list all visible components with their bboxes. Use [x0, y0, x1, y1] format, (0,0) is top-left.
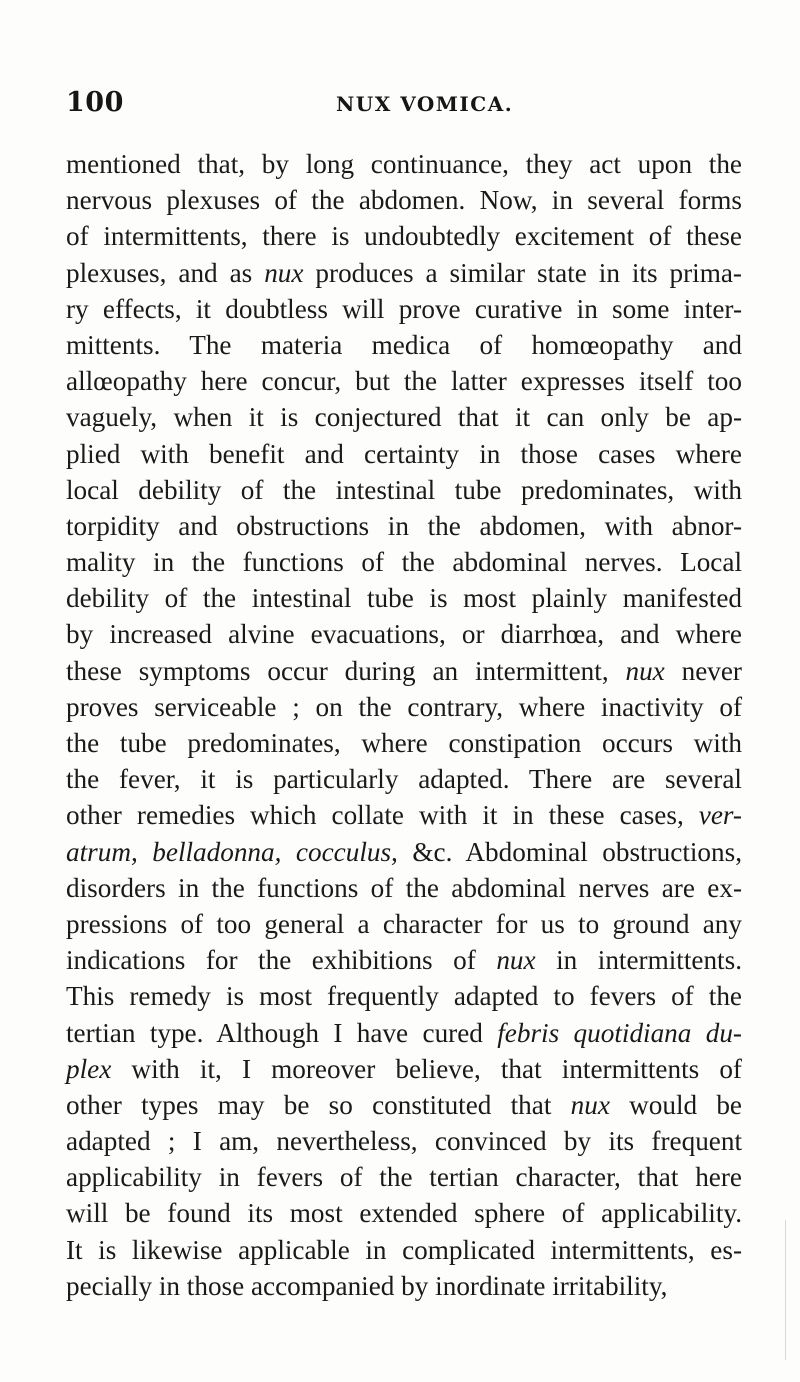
text-line	[66, 218, 742, 254]
text-run: disorders in the functions of the abdominal nerves are ex-	[66, 872, 742, 903]
text-line	[66, 472, 742, 508]
page-number: 100	[66, 87, 124, 118]
text-run: adapted ; I am, nevertheless, convinced by its frequent	[66, 1126, 742, 1157]
text-line	[66, 544, 742, 580]
running-head: NUX VOMICA.	[336, 92, 514, 116]
text-run: debility of the intestinal tube is most plainly manifested	[66, 583, 742, 614]
text-run: ry effects, it doubtless will prove curative in some inter-	[66, 293, 742, 324]
text-run: indications for the exhibitions of	[66, 945, 497, 976]
text-run: of intermittents, there is undoubtedly excitement of these	[66, 221, 742, 252]
text-run: plied with benefit and certainty in those cases where	[66, 438, 742, 469]
text-run: will be found its most extended sphere of applicability.	[66, 1198, 742, 1229]
text-line	[66, 508, 742, 544]
italic-term: plex	[66, 1053, 112, 1084]
scan-artifact-line	[785, 1220, 786, 1360]
body-text	[66, 146, 742, 1304]
text-line	[66, 1087, 742, 1123]
text-run: This remedy is most frequently adapted to fevers of the	[66, 981, 742, 1012]
text-line	[66, 255, 742, 291]
text-line	[66, 1123, 742, 1159]
page-header	[66, 87, 742, 117]
text-line	[66, 653, 742, 689]
text-run: proves serviceable ; on the contrary, where inactivity of	[66, 691, 742, 722]
text-line	[66, 399, 742, 435]
text-run: these symptoms occur during an intermittent,	[66, 655, 626, 686]
text-line	[66, 580, 742, 616]
text-run: the tube predominates, where constipation occurs with	[66, 728, 742, 758]
text-run: never	[664, 655, 742, 686]
text-line	[66, 616, 742, 652]
text-run: &c. Abdominal obstructions,	[397, 836, 742, 867]
text-line	[66, 725, 742, 761]
text-run: It is likewise applicable in complicated intermittents, es-	[66, 1234, 742, 1265]
text-line	[66, 1232, 742, 1268]
text-run: by increased alvine evacuations, or diarrhœa, and where	[66, 619, 742, 650]
text-run: with it, I moreover believe, that intermittents of	[111, 1053, 742, 1084]
text-line	[66, 1195, 742, 1231]
text-run: other remedies which collate with it in these cases,	[66, 800, 699, 831]
text-run: the fever, it is particularly adapted. There are several	[66, 764, 742, 795]
text-run: in intermittents.	[535, 945, 742, 976]
text-line	[66, 761, 742, 797]
text-line	[66, 1051, 742, 1087]
text-run: produces a similar state in its prima-	[303, 257, 742, 288]
text-line	[66, 436, 742, 472]
text-run: mentioned that, by long continuance, they act upon the	[66, 149, 742, 179]
text-run: would be	[609, 1089, 742, 1120]
text-run: torpidity and obstructions in the abdomen, with abnor-	[66, 510, 742, 541]
text-line	[66, 978, 742, 1014]
text-line	[66, 1159, 742, 1195]
text-run: mittents. The materia medica of homœopathy and	[66, 329, 742, 360]
italic-term: atrum, belladonna, cocculus,	[66, 836, 398, 867]
text-run: tertian type. Although I have cured	[66, 1017, 498, 1048]
text-run: allœopathy here concur, but the latter expresses itself too	[66, 366, 742, 397]
text-line	[66, 870, 742, 906]
text-run: pressions of too general a character for us to ground any	[66, 908, 742, 939]
text-line	[66, 327, 742, 363]
italic-term: nux	[570, 1089, 610, 1120]
text-line	[66, 1268, 742, 1304]
text-line	[66, 363, 742, 399]
text-line	[66, 797, 742, 833]
text-run: mality in the functions of the abdominal nerves. Local	[66, 547, 742, 578]
text-run: applicability in fevers of the tertian character, that here	[66, 1162, 742, 1193]
italic-term: nux	[496, 945, 536, 976]
text-line	[66, 1015, 742, 1051]
text-line	[66, 689, 742, 725]
text-line	[66, 834, 742, 870]
text-line	[66, 182, 742, 218]
text-run: local debility of the intestinal tube predominates, with	[66, 474, 742, 505]
italic-term: nux	[264, 257, 304, 288]
text-line	[66, 942, 742, 978]
italic-term: nux	[625, 655, 665, 686]
text-line	[66, 146, 742, 182]
italic-term: ver-	[698, 800, 742, 831]
text-run: other types may be so constituted that	[66, 1089, 571, 1120]
text-run: nervous plexuses of the abdomen. Now, in several forms	[66, 185, 742, 216]
italic-term: febris quotidiana du-	[497, 1017, 742, 1048]
text-run: vaguely, when it is conjectured that it can only be ap-	[66, 402, 742, 433]
text-run: plexuses, and as	[66, 257, 265, 288]
text-line	[66, 906, 742, 942]
text-run: pecially in those accompanied by inordinate irritability,	[66, 1270, 668, 1301]
text-line	[66, 291, 742, 327]
